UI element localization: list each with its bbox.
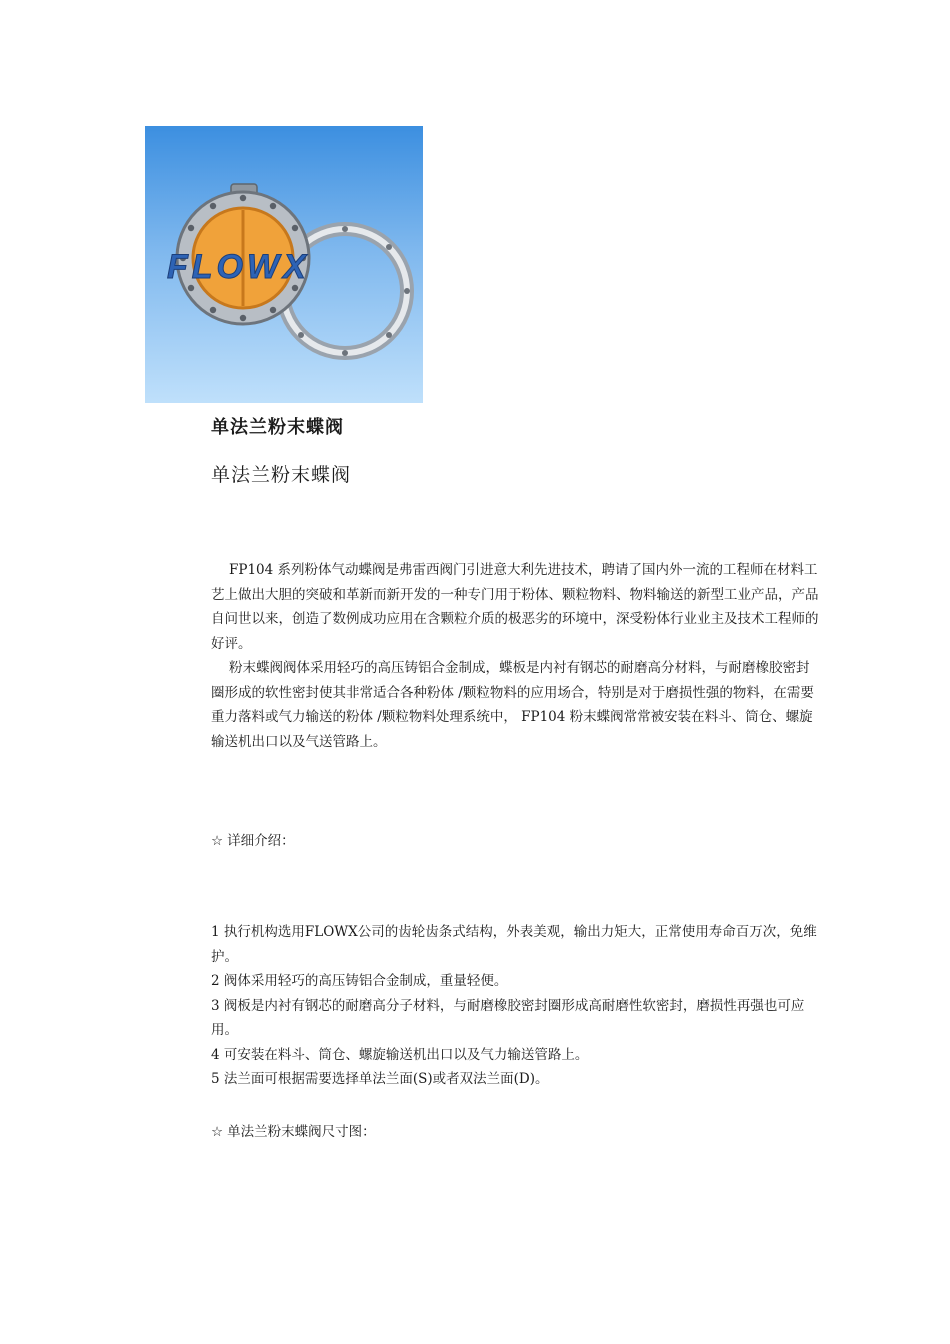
butterfly-valve-illustration <box>145 126 423 403</box>
list-item: 1 执行机构选用FLOWX公司的齿轮齿条式结构，外表美观，输出力矩大，正常使用寿命百万次，免维护。 <box>211 924 817 965</box>
intro-paragraph-2-text: 粉末蝶阀阀体采用轻巧的高压铸铝合金制成，蝶板是内衬有钢芯的耐磨高分材料，与耐磨橡胶密封圈形成的软性密封使其非常适合各种粉体 /颗粒物料的应用场合，特别是对于磨损性强的物料，在需要重力落料或气力输送的粉体 /颗粒物料处理系统中， FP104 粉末蝶阀常常被安装在料斗、筒仓、螺旋输送机出口以及气送管路上。 <box>211 660 814 750</box>
list-item: 2 阀体采用轻巧的高压铸铝合金制成，重量轻便。 <box>211 973 508 989</box>
flowx-logo: FLOWX <box>167 248 310 286</box>
product-title: 单法兰粉末蝶阀 <box>211 417 344 438</box>
product-subtitle: 单法兰粉末蝶阀 <box>211 464 352 486</box>
intro-paragraph-1 <box>211 558 821 656</box>
section-detail-heading <box>211 829 295 849</box>
star-icon: ☆ <box>211 1124 224 1140</box>
list-item: 5 法兰面可根据需要选择单法兰面(S)或者双法兰面(D)。 <box>211 1071 549 1087</box>
star-icon: ☆ <box>211 833 224 849</box>
intro-paragraph-2 <box>211 656 821 754</box>
feature-list <box>211 920 823 1092</box>
section-detail-title: 详细介绍： <box>227 833 295 849</box>
section-dimension-title: 单法兰粉末蝶阀尺寸图： <box>227 1124 376 1140</box>
list-item: 3 阀板是内衬有钢芯的耐磨高分子材料，与耐磨橡胶密封圈形成高耐磨性软密封，磨损性再强也可应用。 <box>211 997 805 1038</box>
list-item: 4 可安装在料斗、筒仓、螺旋输送机出口以及气力输送管路上。 <box>211 1046 589 1063</box>
intro-paragraph-1-text: FP104 系列粉体气动蝶阀是弗雷西阀门引进意大利先进技术，聘请了国内外一流的工程师在材料工艺上做出大胆的突破和革新而新开发的一种专门用于粉体、颗粒物料、物料输送的新型工业产品，产品自问世以来，创造了数例成功应用在含颗粒介质的极恶劣的环境中，深受粉体行业业主及技术工程师的好评。 <box>211 562 819 652</box>
product-image <box>145 126 423 403</box>
section-dimension-heading <box>211 1120 376 1140</box>
